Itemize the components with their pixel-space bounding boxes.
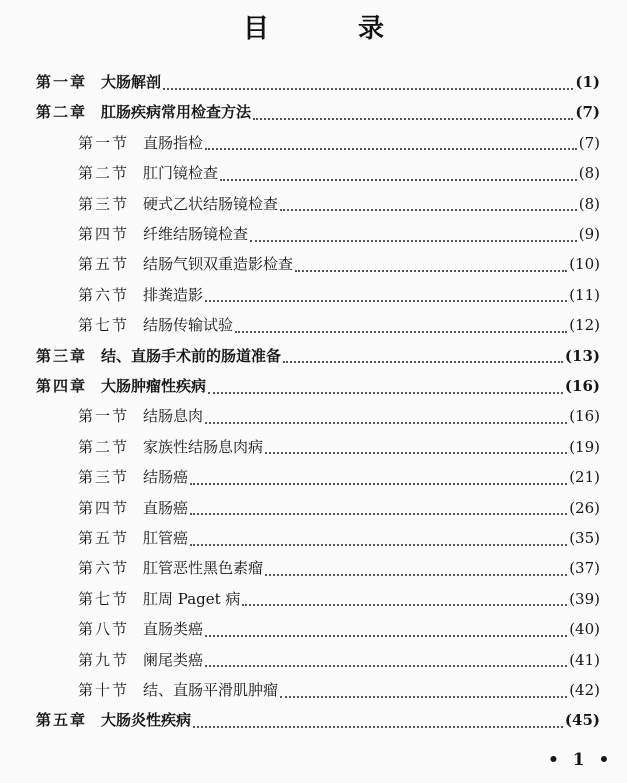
toc-entry-number: 第七节 [78, 316, 130, 335]
toc-section-entry[interactable] [78, 281, 600, 309]
toc-entry-title: 肛肠疾病常用检查方法 [101, 103, 252, 122]
toc-entry-number: 第六节 [78, 285, 130, 304]
dot-leader [205, 147, 577, 150]
toc-section-entry[interactable] [78, 585, 600, 613]
toc-entry-number: 第六节 [78, 559, 130, 578]
toc-chapter-entry[interactable] [36, 98, 600, 126]
dot-leader [253, 117, 573, 120]
toc-entry-title: 大肠肿瘤性疾病 [101, 377, 207, 395]
toc-entry-title: 结肠气钡双重造影检查 [143, 255, 294, 274]
toc-entry-page: (21) [569, 468, 600, 487]
page-title: 目 录 [242, 14, 425, 44]
toc-entry-title: 结肠癌 [143, 468, 189, 487]
toc-entry-page: (19) [569, 437, 600, 456]
toc-entry-page: (11) [569, 285, 600, 304]
toc-entry-page: (1) [575, 73, 600, 91]
toc-entry-page: (13) [564, 346, 600, 365]
toc-entry-title: 大肠解剖 [101, 73, 162, 91]
toc-chapter-entry[interactable] [36, 372, 600, 400]
toc-section-entry[interactable] [78, 220, 600, 248]
toc-entry-number: 第一节 [78, 407, 130, 426]
toc-entry-number: 第七节 [78, 589, 130, 608]
toc-entry-title: 直肠指检 [143, 133, 204, 152]
dot-leader [220, 178, 577, 181]
toc-entry-number: 第二节 [78, 437, 130, 456]
toc-entry-number: 第二节 [78, 164, 130, 183]
toc-entry-title: 肛门镜检查 [143, 164, 219, 183]
toc-chapter-entry[interactable] [36, 342, 600, 370]
dot-leader [190, 512, 567, 515]
toc-entry-page: (42) [569, 681, 600, 699]
toc-entry-title: 肛管恶性黑色素瘤 [143, 559, 264, 578]
toc-section-entry[interactable] [78, 494, 600, 522]
toc-section-entry[interactable] [78, 129, 600, 157]
toc-entry-number: 第三节 [78, 468, 130, 487]
toc-entry-page: (7) [578, 133, 600, 152]
dot-leader [190, 482, 567, 485]
toc-section-entry[interactable] [78, 646, 600, 674]
toc-entry-title: 大肠炎性疾病 [101, 711, 192, 730]
toc-entry-page: (8) [578, 194, 600, 213]
toc-entry-page: (16) [569, 407, 600, 426]
toc-chapter-entry[interactable] [36, 706, 600, 734]
toc-entry-page: (10) [569, 255, 600, 274]
toc-entry-number: 第一章 [36, 73, 88, 91]
dot-leader [205, 634, 567, 637]
toc-entry-page: (37) [569, 559, 600, 578]
toc-entry-page: (35) [569, 529, 600, 547]
toc-entry-page: (40) [569, 620, 600, 639]
toc-section-entry[interactable] [78, 250, 600, 278]
toc-entry-number: 第二章 [36, 103, 88, 122]
toc-entry-title: 阑尾类癌 [143, 650, 204, 669]
toc-entry-title: 肛周 Paget 病 [143, 589, 241, 608]
toc-entry-page: (7) [575, 103, 600, 122]
toc-entry-page: (39) [569, 589, 600, 608]
toc-section-entry[interactable] [78, 463, 600, 491]
toc-entry-title: 硬式乙状结肠镜检查 [143, 194, 279, 213]
toc-section-entry[interactable] [78, 402, 600, 430]
toc-entry-number: 第一节 [78, 133, 130, 152]
toc-entry-number: 第四节 [78, 225, 130, 243]
dot-leader [242, 603, 567, 606]
dot-leader [190, 543, 567, 546]
toc-entry-number: 第四节 [78, 498, 130, 517]
dot-leader [265, 451, 567, 454]
toc-entry-title: 排粪造影 [143, 285, 204, 304]
toc-section-entry[interactable] [78, 159, 600, 187]
toc-section-entry[interactable] [78, 524, 600, 552]
toc-section-entry[interactable] [78, 615, 600, 643]
dot-leader [265, 573, 567, 576]
toc-chapter-entry[interactable] [36, 68, 600, 96]
toc-entry-page: (9) [578, 225, 600, 243]
dot-leader [235, 330, 567, 333]
dot-leader [205, 664, 567, 667]
toc-entry-title: 结、直肠平滑肌肿瘤 [143, 681, 279, 699]
toc-section-entry[interactable] [78, 554, 600, 582]
toc-entry-title: 结肠传输试验 [143, 316, 234, 335]
toc-entry-title: 直肠类癌 [143, 620, 204, 639]
toc-entry-title: 肛管癌 [143, 529, 189, 547]
toc-entry-page: (16) [564, 377, 600, 395]
toc-entry-title: 结肠息肉 [143, 407, 204, 426]
toc-entry-page: (12) [569, 316, 600, 335]
page-number: • 1 • [548, 750, 614, 770]
dot-leader [250, 239, 577, 242]
dot-leader [295, 269, 567, 272]
toc-entry-page: (45) [564, 711, 600, 730]
toc-entry-page: (8) [578, 164, 600, 183]
toc-entry-number: 第三节 [78, 194, 130, 213]
dot-leader [163, 87, 573, 90]
toc-entry-number: 第三章 [36, 346, 88, 365]
toc-entry-number: 第五节 [78, 529, 130, 547]
toc-entry-page: (26) [569, 498, 600, 517]
dot-leader [193, 725, 563, 728]
toc-entry-number: 第五节 [78, 255, 130, 274]
toc-section-entry[interactable] [78, 433, 600, 461]
toc-entry-title: 家族性结肠息肉病 [143, 437, 264, 456]
dot-leader [205, 421, 567, 424]
toc-entry-number: 第八节 [78, 620, 130, 639]
toc-entry-number: 第九节 [78, 650, 130, 669]
toc-entry-title: 直肠癌 [143, 498, 189, 517]
toc-entry-number: 第四章 [36, 377, 88, 395]
dot-leader [283, 360, 563, 363]
dot-leader [205, 299, 567, 302]
toc-section-entry[interactable] [78, 311, 600, 339]
toc-entry-title: 结、直肠手术前的肠道准备 [101, 346, 282, 365]
toc-entry-title: 纤维结肠镜检查 [143, 225, 249, 243]
dot-leader [208, 391, 563, 394]
toc-entry-page: (41) [569, 650, 600, 669]
toc-entry-number: 第十节 [78, 681, 130, 699]
dot-leader [280, 695, 567, 698]
dot-leader [280, 208, 577, 211]
toc-section-entry[interactable] [78, 190, 600, 218]
toc-section-entry[interactable] [78, 676, 600, 704]
toc-entry-number: 第五章 [36, 711, 88, 730]
